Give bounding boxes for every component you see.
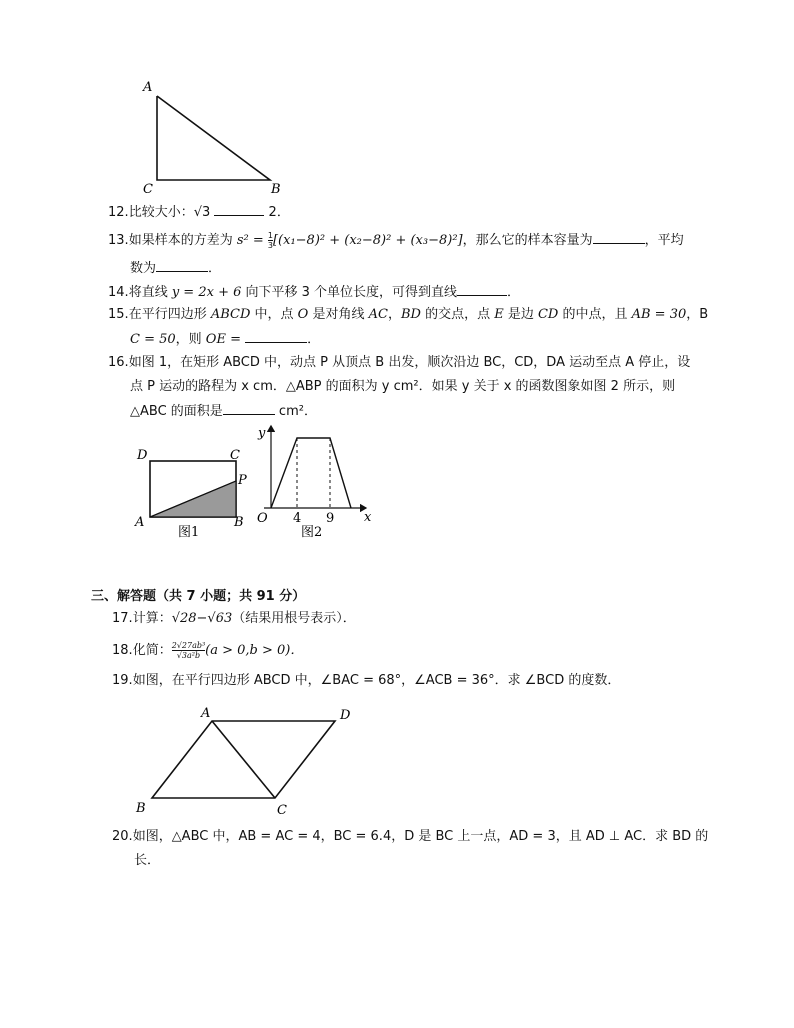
- question-text: ，则: [175, 332, 206, 347]
- diagonal-ac: [212, 721, 275, 798]
- comma: ，: [387, 307, 401, 322]
- variance-symbol: s² =: [236, 233, 268, 248]
- question-text: 是对角线: [308, 307, 369, 322]
- question-14: [108, 281, 520, 304]
- function-graph-figure: [254, 420, 380, 540]
- math-e: E: [494, 307, 504, 322]
- question-number: 12.: [108, 205, 129, 220]
- question-text: △ABC 的面积是: [130, 404, 223, 419]
- question-text: 比较大小：: [128, 205, 194, 220]
- parallelogram-figure: [132, 702, 368, 820]
- period: ．: [507, 285, 521, 300]
- question-text: ，B: [686, 307, 709, 322]
- math-ac: AC: [368, 307, 388, 322]
- answer-blank[interactable]: [214, 201, 264, 216]
- question-text: 如图，△ABC 中，AB = AC = 4，BC = 6.4，D 是 BC 上一点，AD = 3，且 AD ⊥ AC．求 BD 的: [132, 829, 709, 844]
- triangle-figure: [138, 78, 288, 196]
- math-o: O: [297, 307, 309, 322]
- triangle-label-b: B: [271, 182, 281, 196]
- question-15-line2: [130, 328, 320, 351]
- question-text: 向下平移 3 个单位长度，可得到直线: [241, 285, 458, 300]
- frac-num: 2√27ab³: [171, 641, 206, 650]
- math-ab-30: AB = 30: [631, 307, 687, 322]
- graph-tick-9: 9: [326, 511, 335, 526]
- question-number: 15.: [108, 307, 129, 322]
- condition-text: (a > 0,b > 0)．: [205, 643, 304, 658]
- question-text: （结果用根号表示）．: [232, 611, 356, 626]
- radical-fraction: [172, 641, 205, 660]
- triangle-label-c: C: [143, 182, 153, 196]
- question-20: [112, 826, 708, 848]
- compare-rhs: 2: [268, 205, 277, 220]
- question-text: 的中点，且: [558, 307, 632, 322]
- frac-den: 3: [267, 241, 273, 250]
- question-text: 如图 1，在矩形 ABCD 中，动点 P 从顶点 B 出发，顺次沿边 BC，CD，DA 运动至点 A 停止，设: [128, 355, 691, 370]
- graph-label-o: O: [257, 511, 268, 526]
- question-17: [112, 608, 356, 630]
- question-text: 如果样本的方差为: [128, 233, 237, 248]
- rect-label-a: A: [135, 515, 145, 530]
- section-3-title: 三、解答题（共 7 小题；共 91 分）: [91, 589, 306, 604]
- math-abcd: ABCD: [210, 307, 251, 322]
- question-13-line2: [130, 257, 221, 280]
- question-text: 计算：: [132, 611, 172, 626]
- question-16-line2: [130, 376, 675, 398]
- rect-label-b: B: [234, 515, 244, 530]
- question-number: 14.: [108, 285, 129, 300]
- rect-label-c: C: [230, 448, 240, 463]
- question-text: 是边: [503, 307, 538, 322]
- para-label-b: B: [136, 801, 146, 816]
- rect-label-d: D: [137, 448, 148, 463]
- math-bd: BD: [400, 307, 421, 322]
- answer-blank-sample-size[interactable]: [593, 229, 645, 244]
- question-text: cm²．: [274, 404, 317, 419]
- frac-num: 1: [267, 231, 273, 240]
- graph-line: [271, 438, 351, 508]
- question-12: [108, 201, 290, 224]
- question-text: 化简：: [132, 643, 172, 658]
- graph-tick-4: 4: [293, 511, 302, 526]
- period: ．: [208, 261, 222, 276]
- question-text: 长．: [134, 853, 161, 868]
- question-text: 在平行四边形: [128, 307, 211, 322]
- period: ．: [307, 332, 321, 347]
- rect-label-p: P: [238, 473, 247, 488]
- math-cd: CD: [537, 307, 559, 322]
- question-number: 18.: [112, 643, 133, 658]
- variance-expression: [(x₁−8)² + (x₂−8)² + (x₃−8)²]: [272, 233, 463, 248]
- question-text: 中，点: [250, 307, 298, 322]
- question-18: [112, 640, 303, 662]
- question-text: ，那么它的样本容量为: [462, 233, 593, 248]
- line-equation: y = 2x + 6: [171, 285, 242, 300]
- answer-blank[interactable]: [245, 328, 307, 343]
- question-number: 16.: [108, 355, 129, 370]
- figure-2-caption: 图2: [301, 525, 323, 540]
- answer-blank[interactable]: [223, 400, 275, 415]
- question-20-line2: [134, 850, 160, 872]
- para-label-c: C: [277, 803, 287, 818]
- frac-den: √3a²b: [172, 650, 205, 660]
- graph-label-y: y: [258, 426, 266, 441]
- question-16: [108, 352, 690, 374]
- question-number: 19.: [112, 673, 133, 688]
- question-15: [108, 304, 708, 326]
- question-text: 如图，在平行四边形 ABCD 中，∠BAC = 68°，∠ACB = 36°．求 ∠BCD 的度数．: [132, 673, 621, 688]
- question-text: 将直线: [128, 285, 172, 300]
- sqrt-three: √3: [193, 205, 211, 220]
- question-number: 17.: [112, 611, 133, 626]
- radical-expression: √28−√63: [171, 611, 233, 626]
- triangle-outline: [157, 96, 270, 180]
- question-text: ，平均: [644, 233, 684, 248]
- rectangle-figure: [132, 444, 252, 540]
- math-oe: OE =: [205, 332, 246, 347]
- answer-blank-mean[interactable]: [156, 257, 208, 272]
- figure-1-caption: 图1: [178, 525, 200, 540]
- para-label-d: D: [340, 708, 351, 723]
- question-text: 数为: [130, 261, 157, 276]
- question-text: 的交点，点: [420, 307, 495, 322]
- answer-blank[interactable]: [457, 281, 507, 296]
- period: ．: [276, 205, 290, 220]
- question-13: [108, 229, 684, 252]
- triangle-label-a: A: [143, 80, 153, 95]
- para-label-a: A: [201, 706, 211, 721]
- question-number: 20.: [112, 829, 133, 844]
- question-text: 点 P 运动的路程为 x cm．△ABP 的面积为 y cm²．如果 y 关于 x 的函数图象如图 2 所示，则: [130, 379, 676, 394]
- question-19: [112, 670, 620, 692]
- question-number: 13.: [108, 233, 129, 248]
- math-bc-50: C = 50: [130, 332, 176, 347]
- graph-label-x: x: [364, 510, 372, 525]
